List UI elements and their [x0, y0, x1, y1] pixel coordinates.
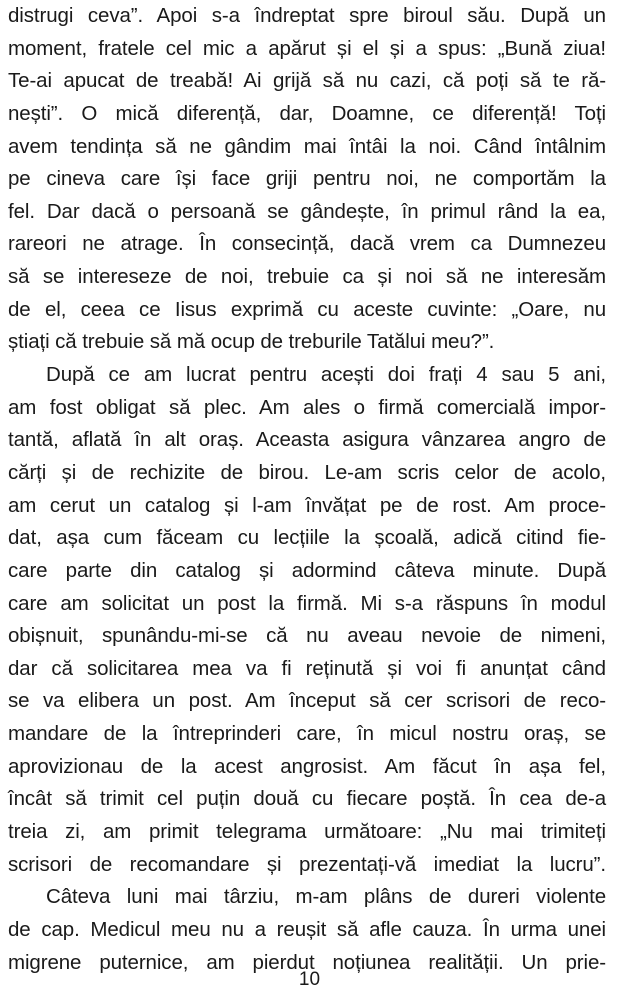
text-line: să se intereseze de noi, trebuie ca și noi să ne interesăm — [8, 265, 606, 289]
text-line: care am solicitat un post la firmă. Mi s-a răspuns în modul — [8, 591, 606, 615]
text-line: de el, ceea ce Iisus exprimă cu aceste cuvinte: „Oare, nu — [8, 297, 606, 321]
text-line: cărți și de rechizite de birou. Le-am scris celor de acolo, — [8, 460, 606, 484]
text-line: mandare de la întreprinderi care, în micul nostru oraș, se — [8, 722, 606, 746]
paragraph-1 — [8, 0, 606, 359]
text-line: dat, așa cum făceam cu lecțiile la școală, adică citind fie- — [8, 526, 606, 550]
text-line: dar că solicitarea mea va fi reținută și voi fi anunțat când — [8, 656, 606, 680]
text-line: de cap. Medicul meu nu a reușit să afle cauza. În urma unei — [8, 917, 606, 941]
text-line: Te-ai apucat de treabă! Ai grijă să nu cazi, că poți să te ră- — [8, 69, 606, 93]
text-line: pe cineva care își face griji pentru noi, ne comportăm la — [8, 167, 606, 191]
text-line: distrugi ceva”. Apoi s-a îndreptat spre biroul său. După un — [8, 4, 606, 27]
text-line: încât să trimit cel puțin două cu fiecare poștă. În cea de-a — [8, 787, 606, 811]
text-line: se va elibera un post. Am început să cer scrisori de reco- — [8, 689, 606, 713]
paragraph-2 — [8, 359, 606, 881]
text-line: tantă, aflată în alt oraș. Aceasta asigura vânzarea angro de — [8, 428, 606, 452]
text-line: fel. Dar dacă o persoană se gândește, în primul rând la ea, — [8, 199, 606, 223]
text-line: treia zi, am primit telegrama următoare: „Nu mai trimiteți — [8, 820, 606, 844]
text-line: am fost obligat să plec. Am ales o firmă comercială impor- — [8, 395, 606, 419]
paragraph-3 — [8, 881, 606, 979]
text-line: nești”. O mică diferență, dar, Doamne, ce diferență! Toți — [8, 101, 606, 125]
text-line: scrisori de recomandare și prezentați-vă imediat la lucru”. — [8, 852, 606, 876]
text-line: moment, fratele cel mic a apărut și el și a spus: „Bună ziua! — [8, 36, 606, 60]
text-line: știați că trebuie să mă ocup de treburile Tatălui meu?”. — [8, 330, 495, 354]
text-line: am cerut un catalog și l-am învățat pe de rost. Am proce- — [8, 493, 606, 517]
page-number: 10 — [298, 969, 321, 990]
text-line: care parte din catalog și adormind câteva minute. După — [8, 558, 606, 582]
document-page — [8, 0, 606, 979]
text-line: avem tendința să ne gândim mai întâi la noi. Când întâlnim — [8, 134, 606, 158]
text-line-indented: Câteva luni mai târziu, m-am plâns de dureri violente — [46, 885, 606, 909]
text-line: rareori ne atrage. În consecință, dacă vrem ca Dumnezeu — [8, 232, 606, 256]
text-line: obișnuit, spunându-mi-se că nu aveau nevoie de nimeni, — [8, 624, 606, 648]
text-line: aprovizionau de la acest angrosist. Am făcut în așa fel, — [8, 754, 606, 778]
text-line-indented: După ce am lucrat pentru acești doi frați 4 sau 5 ani, — [46, 363, 606, 387]
text-line: migrene puternice, am pierdut noțiunea realității. Un prie- — [8, 950, 606, 974]
